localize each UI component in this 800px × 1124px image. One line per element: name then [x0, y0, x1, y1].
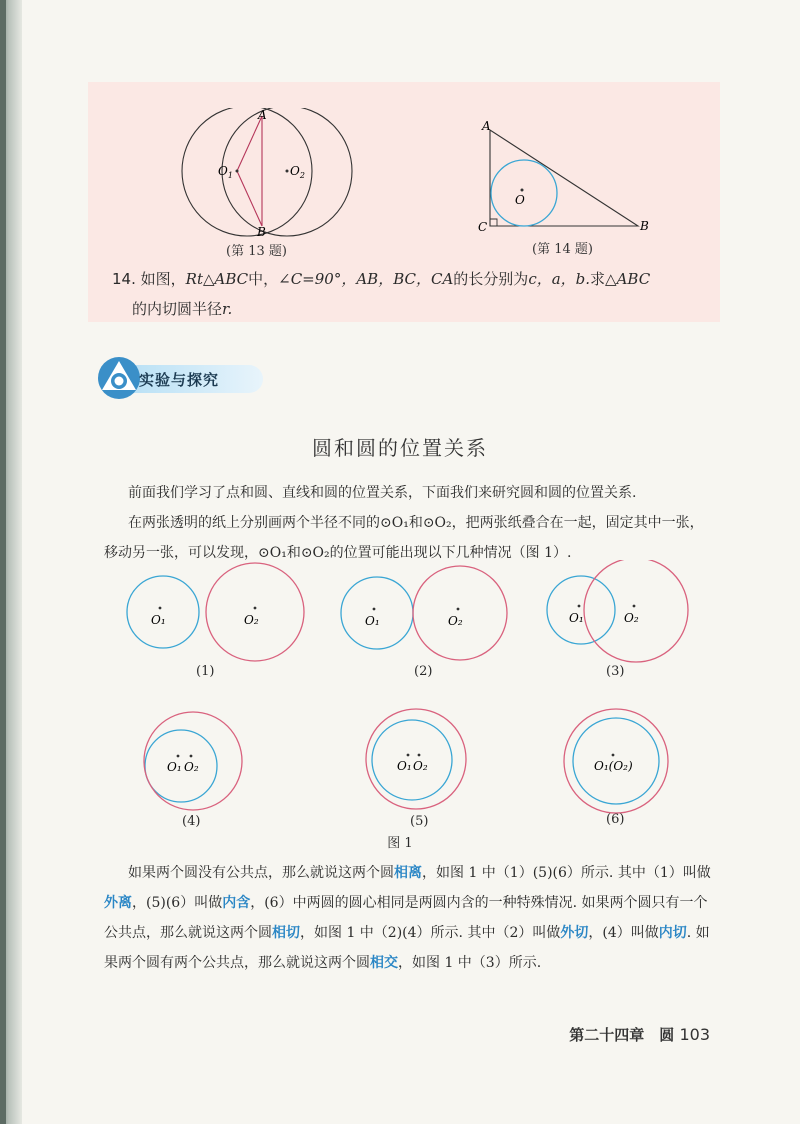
svg-text:O₂: O₂ — [244, 613, 259, 627]
fig14-label-c: C — [478, 220, 488, 234]
fig13-label-a: A — [258, 108, 267, 122]
fig1-subcaption-2: (2) — [414, 664, 433, 679]
svg-text:O₁: O₁ — [569, 611, 584, 625]
figure-13 — [172, 108, 362, 238]
figure-1-caption: 图 1 — [387, 836, 413, 851]
ex14-angle: ∠C=90°， — [278, 270, 357, 288]
fig1-subcaption-5: (5) — [410, 814, 429, 829]
section-title: 圆和圆的位置关系 — [312, 436, 488, 460]
term-tangent: 相切 — [272, 925, 300, 941]
body-paragraph — [104, 858, 716, 978]
svg-text:O₂: O₂ — [624, 611, 639, 625]
body-s5: ，如图 1 中（2)(4）所示. 其中（2）叫做 — [300, 925, 561, 941]
ex14-text-c: 的长分别为 — [453, 270, 529, 288]
exercise-number: 14. — [112, 270, 136, 288]
body-s7: . 如果两个圆有两个公共点，那么就说这两个圆 — [104, 925, 710, 971]
fig13-label-o2: $O_2$ — [290, 164, 305, 180]
fig14-center-point — [521, 189, 524, 192]
banner-label: 实验与探究 — [139, 371, 220, 389]
figure-14 — [478, 118, 660, 236]
intro-paragraph-1: 前面我们学习了点和圆、直线和圆的位置关系，下面我们来研究圆和圆的位置关系. — [128, 485, 637, 501]
fig13-label-b: B — [257, 225, 266, 238]
svg-text:O₁: O₁ — [365, 614, 380, 628]
fig14-label-a: A — [482, 119, 491, 133]
ex14-r: r. — [222, 300, 233, 318]
fig13-segment-ao1 — [237, 116, 262, 171]
fig1-case-2 — [341, 566, 507, 660]
section-banner — [95, 355, 263, 401]
body-s3: ，(5)(6）叫做 — [132, 895, 223, 911]
body-s6: ，(4）叫做 — [588, 925, 659, 941]
body-s4: ，(6）中两圆的圆心相同是两圆内含的一种特殊情况. 如果两个圆只有一个公共点，那么就说这两个圆 — [104, 895, 708, 941]
figure-14-caption: (第 14 题) — [532, 242, 593, 257]
svg-text:O₁: O₁ — [397, 759, 412, 773]
fig13-label-o1: $O_1$ — [218, 164, 233, 180]
figure-13-caption: (第 13 题) — [226, 244, 287, 259]
fig1-subcaption-6: (6) — [606, 812, 625, 827]
term-separate: 相离 — [394, 865, 422, 881]
exercise-14 — [112, 264, 712, 324]
triangle-circle-logo-icon — [95, 355, 143, 401]
page-number: 103 — [679, 1025, 710, 1044]
ex14-rt-triangle: Rt△ABC — [185, 270, 249, 288]
page-footer — [569, 1024, 710, 1045]
fig1-subcaption-4: (4) — [182, 814, 201, 829]
term-externally-separate: 外离 — [104, 895, 132, 911]
fig1-case-3 — [547, 560, 688, 662]
fig1-case-5 — [366, 709, 466, 809]
body-s2: ，如图 1 中（1）(5)(6）所示. 其中（1）叫做 — [422, 865, 711, 881]
fig14-label-b: B — [640, 219, 649, 233]
figure-1-row-1 — [110, 560, 710, 680]
fig14-triangle — [490, 130, 638, 226]
svg-text:O₂: O₂ — [448, 614, 463, 628]
fig1-subcaption-1: (1) — [196, 664, 215, 679]
body-s1: 如果两个圆没有公共点，那么就说这两个圆 — [128, 865, 394, 881]
fig13-segment-o1b — [237, 171, 262, 226]
svg-text:O₁(O₂): O₁(O₂) — [594, 759, 633, 773]
fig13-point-o2 — [286, 170, 289, 173]
fig1-subcaption-3: (3) — [606, 664, 625, 679]
fig14-right-angle-mark — [490, 219, 497, 226]
svg-text:O₁: O₁ — [151, 613, 166, 627]
term-intersect: 相交 — [370, 955, 398, 971]
term-internally-tangent: 内切 — [658, 925, 687, 941]
fig1-case-4 — [144, 712, 242, 810]
fig1-case-6 — [564, 709, 668, 813]
ex14-values: c，a，b. — [528, 270, 591, 288]
intro-paragraph-2: 在两张透明的纸上分别画两个半径不同的⊙O₁和⊙O₂，把两张纸叠合在一起，固定其中一张，移动另一张，可以发现，⊙O₁和⊙O₂的位置可能出现以下几种情况（图 1）. — [104, 515, 704, 561]
ex14-text-b: 中， — [248, 270, 279, 288]
fig1-case-1 — [127, 563, 304, 661]
fig13-point-o1 — [236, 170, 239, 173]
svg-text:O₂: O₂ — [413, 759, 428, 773]
ex14-line2: 的内切圆半径 — [132, 300, 223, 318]
ex14-triangle: △ABC — [605, 270, 651, 288]
body-s8: ，如图 1 中（3）所示. — [398, 955, 542, 971]
chapter-title: 第二十四章 圆 — [569, 1026, 675, 1044]
term-contained: 内含 — [222, 895, 251, 911]
fig14-label-o: O — [515, 193, 525, 207]
ex14-text-d: 求 — [590, 270, 606, 288]
term-externally-tangent: 外切 — [560, 925, 589, 941]
svg-text:O₁: O₁ — [167, 760, 182, 774]
figure-1-row-2 — [110, 700, 710, 820]
svg-text:O₂: O₂ — [184, 760, 199, 774]
ex14-sides: AB，BC，CA — [356, 270, 454, 288]
ex14-text-a: 如图， — [140, 270, 186, 288]
book-spine-edge — [0, 0, 6, 1124]
